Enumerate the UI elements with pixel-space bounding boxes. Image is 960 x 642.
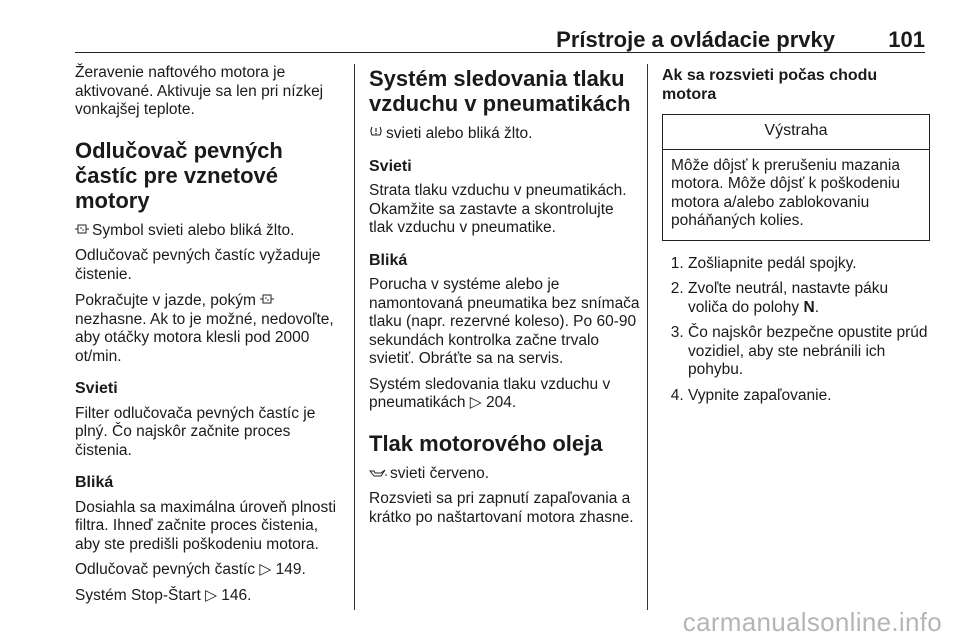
column-left [75, 64, 347, 612]
tpms-svieti-text: Strata tlaku vzduchu v pneumatikách. Okamžite sa zastavte a skontrolujte tlak vzduchu v pneumatike. [369, 182, 627, 236]
dpf-warning-icon [260, 291, 274, 310]
dpf-svieti-text: Filter odlučovača pevných častíc je plný. Čo najskôr začnite proces čistenia. [75, 404, 316, 459]
dpf-symbol-line: Symbol svieti alebo bliká žlto. [75, 221, 347, 241]
tpms-blika-heading: Bliká [369, 251, 408, 269]
oil-pressure-icon [369, 464, 387, 483]
tpms-blika-text: Porucha v systéme alebo je namontovaná pneumatika bez snímača tlaku (napr. rezervné koleso). Po 60-90 sekundách kontrolka začne trvalo svietiť. Obráťte sa na servis. [369, 276, 640, 367]
warning-title: Výstraha [663, 115, 929, 150]
header-divider [75, 52, 925, 53]
column-divider-2 [647, 64, 648, 610]
tpms-heading: Systém sledovania tlaku vzduchu v pneumatikách [369, 66, 631, 116]
tire-pressure-icon [369, 124, 383, 143]
list-item: 2. Zvoľte neutrál, nastavte páku voliča do polohy N. [688, 280, 930, 317]
dpf-blika-text: Dosiahla sa maximálna úroveň plnosti filtra. Ihneď začnite proces čistenia, aby ste predišli poškodeniu motora. [75, 498, 337, 553]
dpf-svieti-heading: Svieti [75, 380, 118, 397]
page-number: 101 [888, 27, 925, 52]
watermark: carmanualsonline.info [682, 607, 942, 637]
dpf-blika-heading: Bliká [75, 474, 114, 491]
dpf-heading: Odlučovač pevných častíc pre vznetové motory [75, 137, 283, 213]
column-middle [369, 64, 641, 534]
list-item: 3. Čo najskôr bezpečne opustite prúd vozidiel, aby ste nebránili ich pohybu. [688, 324, 930, 380]
column-divider-1 [354, 64, 355, 610]
page-header [75, 27, 925, 53]
dpf-continue: Pokračujte v jazde, pokým nezhasne. Ak to je možné, nedovoľte, aby otáčky motora klesli pod 2000 ot/min. [75, 292, 334, 365]
dpf-warning-icon [75, 221, 89, 240]
list-item: 4. Vypnite zapaľovanie. [688, 387, 930, 406]
dpf-needs-cleaning: Odlučovač pevných častíc vyžaduje čistenie. [75, 247, 321, 283]
warning-text: Môže dôjsť k prerušeniu mazania motora. Môže dôjsť k poškodeniu motora a/alebo zablokovaniu poháňaných kolies. [671, 156, 900, 229]
stop-start-reference-link[interactable]: Systém Stop-Štart ▷ 146. [75, 586, 252, 604]
oil-text: Rozsvieti sa pri zapnutí zapaľovania a krátko po naštartovaní motora zhasne. [369, 490, 634, 526]
dpf-reference-link[interactable]: Odlučovač pevných častíc ▷ 149. [75, 561, 306, 578]
steps-list [662, 255, 930, 406]
list-item: 1. Zošliapnite pedál spojky. [688, 255, 930, 274]
tpms-svieti-heading: Svieti [369, 157, 412, 175]
oil-symbol-line: svieti červeno. [369, 464, 641, 484]
column-right [662, 64, 930, 412]
tpms-symbol-line: svieti alebo bliká žlto. [369, 124, 641, 144]
warning-box [662, 114, 930, 241]
tpms-reference-link[interactable]: Systém sledovania tlaku vzduchu v pneumatikách ▷ 204. [369, 375, 611, 411]
oil-pressure-heading: Tlak motorového oleja [369, 430, 603, 456]
glow-intro: Žeravenie naftového motora je aktivované. Aktivuje sa len pri nízkej vonkajšej teplote. [75, 64, 324, 118]
section-title: Prístroje a ovládacie prvky [556, 27, 835, 52]
running-engine-heading: Ak sa rozsvieti počas chodu motora [662, 67, 878, 103]
